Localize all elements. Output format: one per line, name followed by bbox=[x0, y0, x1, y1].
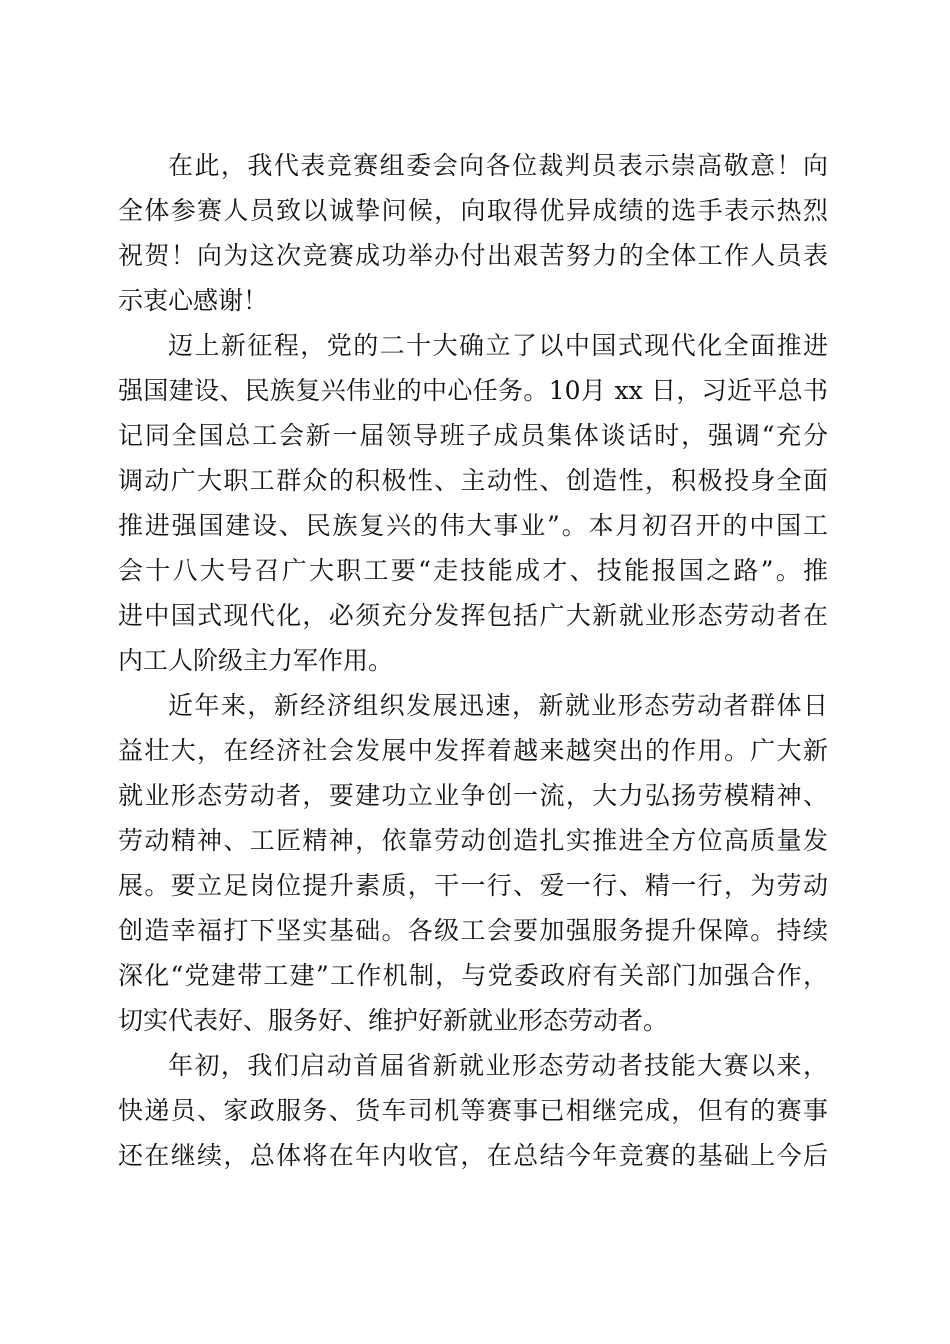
paragraph-line: 强国建设、民族复兴伟业的中心任务。10月 xx 日，习近平总书 bbox=[118, 376, 828, 405]
paragraph-line: 迈上新征程，党的二十大确立了以中国式现代化全面推进 bbox=[168, 331, 828, 360]
paragraph-4 bbox=[118, 1043, 828, 1178]
paragraph-line: 近年来，新经济组织发展迅速，新就业形态劳动者群体日 bbox=[168, 691, 828, 720]
paragraph-3 bbox=[118, 683, 828, 1043]
paragraph-line: 切实代表好、服务好、维护好新就业形态劳动者。 bbox=[118, 1006, 669, 1035]
paragraph-line: 会十八大号召广大职工要“走技能成才、技能报国之路”。推 bbox=[118, 556, 828, 585]
paragraph-line: 深化“党建带工建”工作机制，与党委政府有关部门加强合作， bbox=[118, 961, 828, 990]
document-body bbox=[118, 143, 828, 1178]
paragraph-line: 在此，我代表竞赛组委会向各位裁判员表示崇高敬意！向 bbox=[168, 151, 828, 180]
paragraph-line: 进中国式现代化，必须充分发挥包括广大新就业形态劳动者在 bbox=[118, 601, 828, 630]
paragraph-line: 祝贺！向为这次竞赛成功举办付出艰苦努力的全体工作人员表 bbox=[118, 241, 828, 270]
paragraph-line: 记同全国总工会新一届领导班子成员集体谈话时，强调“充分 bbox=[118, 421, 828, 450]
paragraph-line: 创造幸福打下坚实基础。各级工会要加强服务提升保障。持续 bbox=[118, 916, 828, 945]
paragraph-line: 就业形态劳动者，要建功立业争创一流，大力弘扬劳模精神、 bbox=[118, 781, 828, 810]
paragraph-line: 劳动精神、工匠精神，依靠劳动创造扎实推进全方位高质量发 bbox=[118, 826, 828, 855]
paragraph-line: 示衷心感谢！ bbox=[118, 286, 269, 315]
paragraph-2 bbox=[118, 323, 828, 683]
paragraph-line: 还在继续，总体将在年内收官，在总结今年竞赛的基础上今后 bbox=[118, 1141, 828, 1170]
paragraph-line: 快递员、家政服务、货车司机等赛事已相继完成，但有的赛事 bbox=[118, 1096, 828, 1125]
paragraph-line: 全体参赛人员致以诚挚问候，向取得优异成绩的选手表示热烈 bbox=[118, 196, 828, 225]
paragraph-line: 益壮大，在经济社会发展中发挥着越来越突出的作用。广大新 bbox=[118, 736, 828, 765]
paragraph-line: 推进强国建设、民族复兴的伟大事业”。本月初召开的中国工 bbox=[118, 511, 828, 540]
paragraph-line: 年初，我们启动首届省新就业形态劳动者技能大赛以来， bbox=[168, 1051, 828, 1080]
paragraph-1 bbox=[118, 143, 828, 323]
paragraph-line: 内工人阶级主力军作用。 bbox=[118, 646, 394, 675]
paragraph-line: 展。要立足岗位提升素质，干一行、爱一行、精一行，为劳动 bbox=[118, 871, 828, 900]
paragraph-line: 调动广大职工群众的积极性、主动性、创造性，积极投身全面 bbox=[118, 466, 828, 495]
